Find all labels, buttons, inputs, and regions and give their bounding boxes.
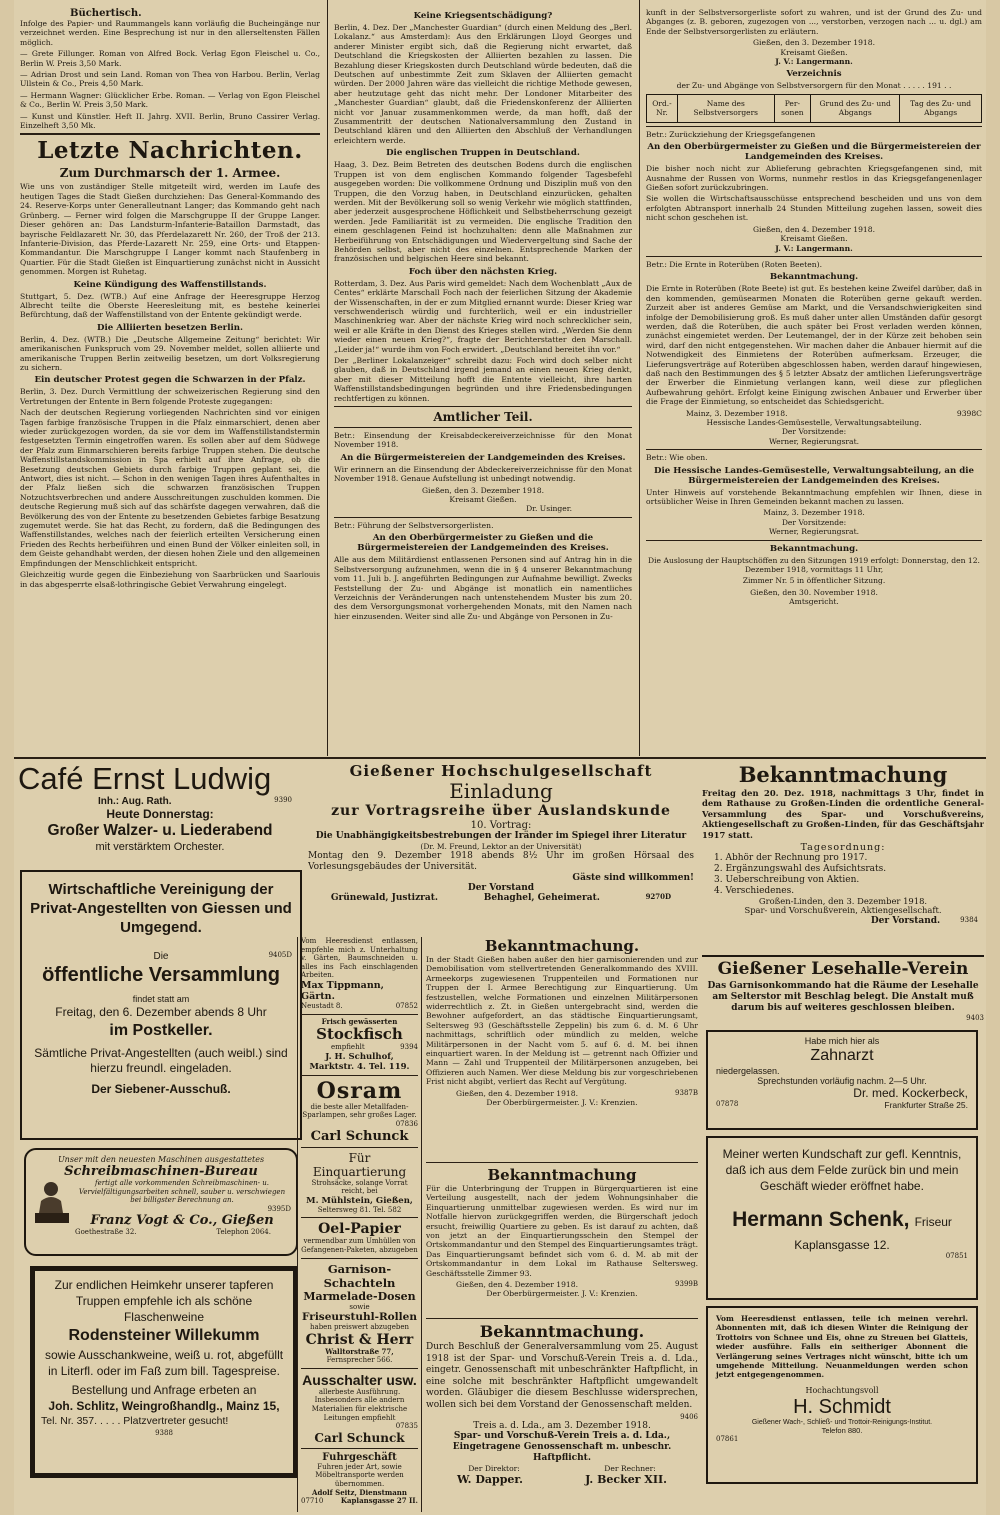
article-paragraph: Der „Berliner Lokalanzeiger“ schreibt dazu: Foch wird doch selber nicht glauben, daß in Deutschland irgend jemand an einen neuen Krieg denkt, aber mit dieser Mitteilung hofft die Entente vielleicht, ihre harten Waffenstillstandsbedingungen begründen und ihre Friedensbedingungen rechtfertigen zu können. xyxy=(334,356,632,403)
wv-invite: Sämtliche Privat-Angestellten (auch weibl.) sind hierzu freundl. eingeladen. xyxy=(34,1046,288,1075)
agenda-item: 4. Verschiedenes. xyxy=(714,886,795,897)
article-paragraph: Nach der deutschen Regierung vorliegenden Nachrichten sind vor einigen Tagen farbige französische Truppen in die Pfalz einmarschiert, denen aber wieder zurückgezogen worden, da sie vor dem im Waffenstillstandstermin festgesetzten Termin eingetroffen waren. Es sollen aber auf dem Südwege der Pfalz zum Einmarschieren bereits farbige Truppen stehen. Die deutsche Waffenstillstandskommission in Spa erhielt auf ihre Anfrage, ob die Besetzung deutschen Gebiets durch farbige Truppen geplant sei, die Antwort, dies ist nicht. — Schon in den wenigen Tagen ihres Aufenthaltes in der Pfalz ließen sich die schwarzen französischen Truppen Notzuchtsverbrechen und andere Ausschreitungen zuschulden kommen. Die deutsche Regierung muß sich auf das schärfste dagegen verwahren, daß die Bevölkerung des von der Entente zu besetzenden Gebietes farbige Besatzung zugemutet werde. Sie hat das Recht, zu fordern, daß die Bedingungen des Waffenstillstandes, welches nach der feierlich erteilten Versicherung einen Frieden des Rechts herbeiführen und einen Bund der Völker einleiten soll, in dem Geiste gehandhabt werden, der diesen hohen Ziele und den allgemeinen Empfindungen der Menschlichkeit entspricht. xyxy=(20,408,320,568)
dentist-footer xyxy=(716,1100,968,1110)
notice-date: Gießen, den 4. Dezember 1918. xyxy=(752,224,875,234)
dentist-hours: Sprechstunden vorläufig nachm. 2—5 Uhr. xyxy=(757,1076,927,1086)
hg-board: Der Vorstand xyxy=(467,883,535,893)
ad-code: 9270D xyxy=(645,892,672,901)
wv-findet: findet statt am xyxy=(132,994,190,1004)
sm-footer xyxy=(31,1228,291,1237)
ad-code: 9399B xyxy=(675,1280,698,1289)
notice-office: Amtsgericht. xyxy=(789,597,839,607)
divider xyxy=(301,1448,418,1449)
divider xyxy=(301,1217,418,1218)
schenk-job: Friseur xyxy=(914,1215,952,1229)
table-header: Tag des Zu- und Abgangs xyxy=(900,94,982,122)
dentist-address: Frankfurter Straße 25. xyxy=(884,1100,968,1110)
notice-subject: Betr.: Einsendung der Kreisabdeckereiverzeichnisse für den Monat November 1918. xyxy=(334,431,632,450)
notice-date: Gießen, den 4. Dezember 1918. xyxy=(456,1088,579,1098)
latest-news-heading: Letzte Nachrichten. xyxy=(37,137,303,165)
gardener-text: Vom Heeresdienst entlassen, empfehle mich z. Unterhaltung v. Gärten, Baumschneiden u. alles ins Fach einschlagenden Arbeiten. xyxy=(301,937,418,980)
notice-truppen xyxy=(426,1166,698,1314)
notice-date: Gießen, den 30. November 1918. xyxy=(750,587,878,597)
notice-subject: Betr.: Zurückziehung der Kriegsgefangenen xyxy=(646,129,816,139)
divider xyxy=(301,1014,418,1015)
divider xyxy=(334,427,632,428)
switch-firm: Carl Schunck xyxy=(314,1430,405,1445)
boxes-text: haben preiswert abzugeben xyxy=(310,1323,409,1332)
notice-heading: Bekanntmachung. xyxy=(479,1322,645,1341)
notice-subject: Betr.: Führung der Selbstversorgerlisten. xyxy=(334,520,494,530)
divider xyxy=(301,1075,418,1076)
ad-code: 07861 xyxy=(716,1434,739,1443)
article-heading: Die Alliierten besetzen Berlin. xyxy=(97,322,243,333)
dentist-intro: Habe mich hier als xyxy=(804,1036,880,1046)
haulage-title: Fuhrgeschäft xyxy=(322,1451,397,1463)
notice-heading: Bekanntmachung. xyxy=(484,937,640,955)
fish-title: Stockfisch xyxy=(316,1025,403,1044)
article-paragraph: Haag, 3. Dez. Beim Betreten des deutschen Bodens durch die englischen Truppen ist von dem englischen Kommando folgender Tagesbefehl ausgegeben worden: Die vollkommene Ordnung und Disziplin muß von den Truppen, die den Vorzug haben, in Deutschland einzurücken, gehalten werden. Mit der Bevölkerung soll so wenig Verkehr wie möglich stattfinden, aber jederzeit ausgesprochene Höflichkeit und Selbstbeherrschung gezeigt werden. Jede Familiarität ist zu vermeiden. Die englische Tradition den einem geschlagenen Feind ist hochzuhalten: denn alle Maßnahmen zur Herbeiführung von Entschädigungen und Wiedervergeltung sind Sache der Behörden selbst, aber nicht des einzelnen. Entsprechende Marken der französischen und belgischen Heere sind bekannt. xyxy=(334,160,632,264)
notice-einquartierung xyxy=(426,937,698,1159)
rw-product: Rodensteiner Willekumm xyxy=(68,1327,260,1344)
notice-signatures xyxy=(426,1473,698,1486)
agenda-item: 1. Abhör der Rechnung pro 1917. xyxy=(714,853,868,864)
notice-signature: J. V.: Langermann. xyxy=(775,243,853,253)
fish-address: Marktstr. 4. Tel. 119. xyxy=(309,1061,410,1072)
ad-code: 07836 xyxy=(395,1119,418,1128)
schenk-name-row xyxy=(716,1208,968,1232)
sm-body xyxy=(31,1179,291,1228)
agenda-item: 3. Ueberschreibung von Aktien. xyxy=(714,875,860,886)
schmidt-institute: Gießener Wach-, Schließ- und Trottoir-Reinigungs-Institut. xyxy=(751,1418,933,1426)
ad-code: 07852 xyxy=(395,1001,418,1010)
hg-speaker: (Dr. M. Freund, Lektor an der Universität) xyxy=(420,842,582,851)
notice-recipient: An den Oberbürgermeister zu Gießen und die Bürgermeistereien der Landgemeinden des Kreises. xyxy=(357,533,609,554)
article-heading: Ein deutscher Protest gegen die Schwarzen in der Pfalz. xyxy=(34,375,306,386)
ad-code: 9403 xyxy=(966,1014,984,1022)
fish-recommend: empfiehlt xyxy=(331,1043,365,1052)
wv-date: Freitag, den 6. Dezember abends 8 Uhr xyxy=(55,1005,267,1019)
notice-firm: Spar- und Vorschuß-Verein Treis a. d. Lda., Eingetragene Genossenschaft m. unbeschr. Haftpflicht. xyxy=(452,1431,672,1463)
notice-footer xyxy=(426,1089,698,1098)
notice-signature: Werner, Regierungsrat. xyxy=(768,527,860,537)
boxes-address: Walltorstraße 77, xyxy=(325,1346,394,1356)
ad-code: 9406 xyxy=(680,1413,698,1421)
divider xyxy=(646,540,982,541)
notice-office: Kreisamt Gießen. xyxy=(780,234,848,244)
notice-date: Großen-Linden, den 3. Dezember 1918. xyxy=(758,896,928,907)
cafe-owner: Inh.: Aug. Rath. xyxy=(98,796,172,807)
divider xyxy=(646,256,982,257)
ad-code: 07851 xyxy=(945,1252,968,1260)
ad-code: 9395D xyxy=(267,1204,291,1213)
dentist-title: Zahnarzt xyxy=(810,1047,874,1064)
divider xyxy=(334,406,632,407)
quarters-firm: M. Mühlstein, Gießen, xyxy=(306,1195,413,1206)
ad-code: 9390 xyxy=(274,796,292,804)
rw-intro: Zur endlichen Heimkehr unserer tapferen Truppen empfehle ich als schöne Flaschenweine xyxy=(54,1278,274,1324)
notice-signature: Dr. Usinger. xyxy=(526,504,572,514)
notice-heading: Bekanntmachung. xyxy=(769,543,859,554)
book-entry: — Grete Fillunger. Roman von Alfred Bock. Verlag Egon Fleischel u. Co., Berlin W. Preis 3,50 Mark. xyxy=(20,49,320,68)
notice-text: Die Ernte in Roterüben (Rote Beete) ist gut. Es bestehen keine Zweifel darüber, daß in den kommenden, gemüsearmen Monaten die Roterüben gerne gekauft werden. Zurzeit aber ist anderes Gemüse am Markt, und die Versandschwierigkeiten sind infolge der Demobilisierung groß. Es muß daher unter allen Umständen dafür gesorgt werden, daß die Roterüben, die auch später bei Frost verladen werden können, zunächst eingemietet werden. Der Leutemangel, der in der Kürze zeit behoben sein wird, darf den nicht entgegenstehen. Wir machen daher die Anbauer hiermit auf die Notwendigkeit des Einmietens der Roterüben aufmerksam. Erzeuger, die Lieferungsverträge auf Roterüben abgeschlossen haben, werden darauf hingewiesen, daß nach den Bestimmungen des § 5 letzter Absatz der amtlichen Lieferungsverträge der Erwerber die Einmietung verlangen kann, weil diese zur pfleglichen Aufbewahrung gehört. Erfolgt keine Einigung zwischen Anbauer und Erwerber über die Frage der Einmietung, so entscheidet das Schiedsgericht. xyxy=(646,284,982,407)
rw-address: Joh. Schlitz, Weingroßhandlg., Mainz 15, xyxy=(48,1399,280,1413)
notice-text: Zimmer Nr. 5 in öffentlicher Sitzung. xyxy=(742,576,886,586)
article-paragraph: Berlin, 4. Dez. (WTB.) Die „Deutsche Allgemeine Zeitung“ berichtet: Wir amerikanischen Funkspruch vom 29. November meldet, sollen alliierte und amerikanische Truppen Berlin zeitweilig besetzen, um dort Volksregierung zu sichern. xyxy=(20,334,320,372)
hg-guests: Gäste sind willkommen! xyxy=(572,873,694,883)
osram-text: die beste aller Metallfaden-Sparlampen, sehr großes Lager. xyxy=(302,1102,417,1120)
ad-hochschulgesellschaft xyxy=(308,762,694,934)
notice-office: Kreisamt Gießen. xyxy=(780,47,848,57)
notice-text: Freitag den 20. Dez. 1918, nachmittags 3 Uhr, findet in dem Rathause zu Großen-Linden die ordentliche General-Versammlung des Spar- und Vorschußvereins, Aktiengesellschaft zu Großen-Linden, für das Geschäftsjahr 1917 statt. xyxy=(702,788,984,840)
notice-heading: Bekanntmachung xyxy=(487,1166,637,1184)
notice-heading: Bekanntmachung. xyxy=(769,272,859,283)
hg-signature: Behaghel, Geheimerat. xyxy=(483,893,600,903)
notice-date: Mainz, 3. Dezember 1918. xyxy=(763,508,865,518)
notice-date: Mainz, 3. Dezember 1918. xyxy=(686,408,788,418)
table-header: Per-sonen xyxy=(774,94,810,122)
haulage-text: Fuhren jeder Art, sowie Möbeltransporte werden übernommen. xyxy=(315,1462,404,1489)
notice-footer xyxy=(426,1280,698,1289)
notice-signature: Werner, Regierungsrat. xyxy=(768,436,860,446)
fish-intro: Frisch gewässerten xyxy=(321,1016,398,1026)
hg-series: zur Vortragsreihe über Auslandskunde xyxy=(331,803,671,819)
table-header: Ord.-Nr. xyxy=(647,94,678,122)
notice-firm: Spar- und Vorschußverein, Aktiengesellschaft. xyxy=(744,905,942,916)
ad-code: 07878 xyxy=(716,1100,739,1108)
book-intro: Infolge des Papier- und Raummangels kann vorläufig die Bucheingänge nur verzeichnet werden. Eine Besprechung ist nur in den allerseltensten Fällen möglich. xyxy=(20,19,320,47)
rw-order: Bestellung und Anfrage erbeten an xyxy=(71,1383,257,1397)
ad-hermann-schenk xyxy=(706,1136,978,1300)
notice-office: Hessische Landes-Gemüsestelle, Verwaltungsabteilung. xyxy=(706,418,922,427)
wv-place: im Postkeller. xyxy=(109,1022,213,1039)
notice-text: Unter Hinweis auf vorstehende Bekanntmachung empfehlen wir Ihnen, diese in ortsüblicher Weise in Ihren Gemeinden bekannt machen zu lassen. xyxy=(646,487,982,507)
ad-code: 9388 xyxy=(155,1429,173,1437)
divider xyxy=(646,449,982,450)
article-paragraph: Rotterdam, 3. Dez. Aus Paris wird gemeldet: Nach dem Wochenblatt „Aux de Centes“ erklärte Marschall Foch nach der feierlichen Sitzung der Akademie der Wissenschaften, in der er zum Mitglied ernannt wurde: Dieser Krieg war verschwenderisch würdig und furchterlich, weil er ein industrieller Maschinenkrieg war. Aber der nächste Krieg wird noch schrecklicher sein, weil er alle Kräfte in den Dienst des Krieges stellen wird. „Werden Sie denn wieder einen neuen Krieg?“, fragte der Berichterstatter den Marschall. „Leider ja!“ wurde ihm von Foch erwidert. „Deutschland bereitet ihn vor.“ xyxy=(334,278,632,354)
notice-office: Kreisamt Gießen. xyxy=(449,495,517,505)
notice-signature-labels xyxy=(426,1464,698,1473)
register-subheading: der Zu- und Abgänge von Selbstversorgern für den Monat . . . . . 191 . . xyxy=(676,81,952,91)
osram-title: Osram xyxy=(316,1077,403,1104)
ad-cafe-ernst-ludwig xyxy=(18,762,302,862)
notice-date: Gießen, den 3. Dezember 1918. xyxy=(752,38,875,48)
wv-die-row xyxy=(30,951,292,962)
notice-text: In der Stadt Gießen haben außer den hier garnisonierenden und zur Demobilisation vom stellvertretenden Generalkommando des XVIII. Armeekorps zugewiesenen Truppenteilen und Formationen nur Truppen der I. Armee Berechtigung zur Einquartierung. Um festzustellen, welche Formationen und einzelnen Militärpersonen widerrechtlich z. Zt. in Gießen untergebracht sind, werden die Bewohner aufgefordert, an das städtische Einquartierungsamt, Seltersweg 93 (Geschäftsstelle Zeppelin) bis zum 6. d. M. 6 Uhr nachmittags, schriftlich oder mündlich zu melden, welche Militärpersonen in der Nacht vom 5. auf 6. d. M. bei ihnen einquartiert waren. In der Meldung ist — getrennt nach Offizier und Mann — Zahl und Truppenteil der Militärpersonen anzugeben, bei Offizieren auch Namen. Wer diese Meldung bis zur vorgeschriebenen Frist nicht abgibt, verliert das Recht auf Vergütung. xyxy=(426,955,698,1087)
newspaper-page xyxy=(14,0,986,1515)
ad-code: 9405D xyxy=(268,951,292,959)
gardener-name: Max Tippmann, Gärtn. xyxy=(301,979,384,1002)
boxes-rolls: Friseurstuhl-Rollen xyxy=(302,1311,417,1324)
notice-recipient: Die Hessische Landes-Gemüsestelle, Verwaltungsabteilung, an die Bürgermeistereien der Landgemeinden des Kreises. xyxy=(654,465,974,486)
haulage-footer xyxy=(301,1497,418,1506)
article-paragraph: Wie uns von zuständiger Stelle mitgeteilt wird, werden im Laufe des heutigen Tages die Stadt Gießen durchziehen: Das General-Kommando des 24. Reserve-Korps unter Generalleutnant Langer; das Kommando geht nach Grünberg. — Ferner wird folgen die Marschgruppe II der Gruppe Langer. Dieser gehören an: Das Landsturm-Infanterie-Bataillon Darmstadt, das bayrische Feldlazarett Nr. 30, das Pferdelazarett Nr. 260, der Troß der 213. Infanterie-Division, das Pferde-Lazarett Nr. 259, eine Orts- und Etappen-Kommandantur. Die Marschgruppe I Langer kommt nach Staufenberg in Quartier. Für die Stadt Gießen ist Einquartierung zunächst nicht in Aussicht genommen. Morgen ist Ruhetag. xyxy=(20,182,320,277)
notice-chair: Der Vorsitzende: xyxy=(781,517,847,527)
schmidt-name: H. Schmidt xyxy=(793,1395,891,1418)
column-2 xyxy=(334,8,632,753)
ad-code: 9387B xyxy=(675,1088,698,1097)
divider xyxy=(426,1318,698,1319)
column-rule xyxy=(639,0,640,756)
agenda-item: 2. Ergänzungswahl des Aufsichtsrats. xyxy=(714,864,887,875)
book-entry: — Kunst und Künstler. Heft II. Jahrg. XVII. Berlin, Bruno Cassirer Verlag. Einzelheft 3,50 Mk. xyxy=(20,111,320,131)
lesehalle-title: Gießener Lesehalle-Verein xyxy=(717,959,969,979)
hg-when: Montag den 9. Dezember 1918 abends 8½ Uhr im großen Hörsaal des Vorlesungsgebäudes der Universität. xyxy=(308,851,694,872)
ad-code: 07835 xyxy=(395,1422,418,1431)
book-heading: Büchertisch. xyxy=(70,8,142,19)
schmidt-greeting: Hochachtungsvoll xyxy=(805,1385,879,1395)
fish-row xyxy=(301,1043,418,1052)
hg-einladung: Einladung xyxy=(449,779,553,803)
ad-schreibmaschinen-bureau xyxy=(24,1148,298,1256)
ad-code: 07710 xyxy=(301,1497,324,1506)
quarters-text: Strohsäcke, solange Vorrat reicht, bei xyxy=(311,1178,408,1196)
ad-code: 9394 xyxy=(400,1043,418,1052)
article-paragraph: Gleichzeitig wurde gegen die Einbeziehung von Saarbrücken und Saarlouis in das abgesperrte elsaß-lothringische Gebiet Verwahrung eingelegt. xyxy=(20,570,320,589)
notice-signature: J. Becker XII. xyxy=(585,1473,667,1487)
divider xyxy=(301,1368,418,1369)
cafe-owner-row xyxy=(18,796,302,807)
gardener-address: Neustadt 8. xyxy=(301,1001,343,1010)
divider xyxy=(426,1162,698,1163)
boxes-sub: Marmelade-Dosen xyxy=(303,1289,416,1303)
schmidt-telephone: Telefon 880. xyxy=(821,1425,863,1435)
dentist-name: Dr. med. Kockerbeck, xyxy=(853,1086,968,1100)
boxes-sowie: sowie xyxy=(349,1302,370,1311)
sm-address: Goethestraße 32. xyxy=(75,1228,137,1237)
article-paragraph: Berlin, 4. Dez. Der „Manchester Guardian“ (durch einen Meldung des „Berl. Lokalanz.“ aus Amsterdam): Aus den Erklärungen Lloyd Georges und anderer Minister ergibt sich, daß die Regierung nicht erwartet, daß Deutschland die Kriegskosten der Alliierten bezahlen zu lassen. Die Bezahlung dieser Kriegskosten durch Deutschland würde bedeuten, daß die Deutschen auf unbestimmte Zeit zum Sklaven der Alliierten gemacht würden. Der 2000 Jahren wäre das vielleicht die richtige Methode gewesen, aber heutzutage geht das nicht mehr. Der Londoner Mitarbeiter des „Manchester Guardian“ glaubt, daß die Friedenskonferenz der Alliierten nicht vor Januar zusammenkommen werde, da man hofft, daß der Zusammentritt der deutschen Nationalversammlung den Zustand in Deutschland klären und den Alliierten den Abschluß der Verhandlungen erleichtern werde. xyxy=(334,23,632,145)
notice-recipient: An die Bürgermeistereien der Landgemeinden des Kreises. xyxy=(340,452,626,463)
notice-signature: W. Dapper. xyxy=(457,1473,523,1487)
wv-meeting: öffentliche Versammlung xyxy=(42,964,280,986)
notice-text: Durch Beschluß der Generalversammlung vom 25. August 1918 ist der Spar- und Vorschuß-Verein Treis a. d. Lda., eingetr. Genossenschaft mit unbeschränkter Haftpflicht, in eine solche mit beschränkter Haftpflicht umgewandelt worden. Gläubiger die diesem Beschlusse widersprechen, wollen sich bei dem Vorstand der Genossenschaft melden. xyxy=(426,1342,698,1410)
cafe-event: Großer Walzer- u. Liederabend xyxy=(47,822,273,839)
hg-lecture-number: 10. Vortrag: xyxy=(470,820,532,831)
book-entry: — Hermann Wagner: Glücklicher Erbe. Roman. — Verlag von Egon Fleischel & Co., Berlin W. Preis 3,50 Mark. xyxy=(20,90,320,110)
article-paragraph: Stuttgart, 5. Dez. (WTB.) Auf eine Anfrage der Heeresgruppe Herzog Albrecht teilte die Oberste Heeresleitung mit, es bestehe keinerlei Befürchtung, daß der Waffenstillstand von der Entente gekündigt werde. xyxy=(20,291,320,320)
notice-date: Treis a. d. Lda., am 3. Dezember 1918. xyxy=(473,1420,651,1431)
sm-title: Schreibmaschinen-Bureau xyxy=(64,1164,258,1179)
notice-text: Die bisher noch nicht zur Ablieferung gebrachten Kriegsgefangenen sind, mit Ausnahme der Russen von Worms, nunmehr restlos in das Kriegsgefangenenlager Gießen sofort zurückzubringen. xyxy=(646,164,982,193)
divider xyxy=(20,133,320,135)
article-heading: Foch über den nächsten Krieg. xyxy=(408,266,558,277)
dentist-sub: niedergelassen. xyxy=(716,1066,780,1076)
notice-spar-verein xyxy=(426,1322,698,1512)
article-heading: Keine Kündigung des Waffenstillstands. xyxy=(73,279,267,290)
wv-title: Wirtschaftliche Vereinigung der Privat-Angestellten von Giessen und Umgegend. xyxy=(30,881,292,936)
notice-recipient: An den Oberbürgermeister zu Gießen und die Bürgermeistereien der Landgemeinden des Kreises. xyxy=(647,142,981,163)
rw-description: sowie Ausschankweine, weiß u. rot, abgefüllt in Literfl. oder im Faß zum bill. Tagespreise. xyxy=(44,1348,284,1378)
hg-signatures xyxy=(308,893,694,903)
lesehalle-text: Das Garnisonkommando hat die Räume der Lesehalle am Selterstor mit Beschlag belegt. Die Anstalt muß darum bis auf weiteres geschlossen bleiben. xyxy=(707,981,979,1013)
schmidt-text: Vom Heeresdienst entlassen, teile ich meinen verehrl. Abonnenten mit, daß ich diesen Winter die Reinigung der Trottoirs von Schnee und Eis, ohne zu Streuen bei Glatteis, wieder ausführe. Falls ein seitheriger Abonnent die Verlängerung seines Vertrages nicht wünscht, bitte ich um umgehende Mitteilung. Neuanmeldungen werden schon jetzt entgegengenommen. xyxy=(716,1314,968,1380)
notice-date: Gießen, den 4. Dezember 1918. xyxy=(456,1280,579,1290)
column-rule xyxy=(327,0,328,756)
boxes-title: Garnison-Schachteln xyxy=(323,1261,396,1290)
notice-date: Gießen, den 3. Dezember 1918. xyxy=(421,485,544,495)
oilpaper-text: vermendbar zum Umhüllen von Gefangenen-Paketen, abzugeben xyxy=(301,1237,418,1254)
register-table xyxy=(646,94,982,123)
cafe-orchestra: mit verstärktem Orchester. xyxy=(95,841,225,853)
divider xyxy=(646,126,982,127)
notice-chair: Der Vorsitzende: xyxy=(781,427,847,437)
hg-signature: Grünewald, Justizrat. xyxy=(330,893,439,903)
switch-text: allerbeste Ausführung. Insbesonders alle andern Materialien für elektrische Leitungen empfiehlt xyxy=(311,1387,408,1422)
notice-footer xyxy=(646,409,982,418)
notice-heading: Bekanntmachung xyxy=(738,762,948,787)
quarters-title: Für Einquartierung xyxy=(312,1150,407,1179)
table-header: Grund des Zu- und Abgangs xyxy=(811,94,900,122)
boxes-firm: Christ & Herr xyxy=(305,1331,414,1348)
official-section-heading: Amtlicher Teil. xyxy=(433,410,533,425)
osram-firm: Carl Schunck xyxy=(310,1128,409,1144)
woman-at-typewriter-icon xyxy=(31,1179,73,1227)
article-heading: Keine Kriegsentschädigung? xyxy=(413,11,553,21)
switch-title: Ausschalter usw. xyxy=(302,1371,417,1388)
ad-code: 9384 xyxy=(960,915,978,924)
section-rule xyxy=(14,757,986,759)
ad-lesehalle xyxy=(702,955,984,1027)
notice-signature-label: Der Direktor: xyxy=(468,1464,520,1473)
latest-news-subheading: Zum Durchmarsch der 1. Armee. xyxy=(59,166,281,181)
ad-wirtschaftliche-vereinigung xyxy=(20,870,302,1140)
notice-footer xyxy=(702,916,984,926)
notice-text: Wir erinnern an die Einsendung der Abdeckereiverzeichnisse für den Monat November 1918. Genaue Aufstellung ist unbedingt notwendig. xyxy=(334,464,632,484)
schenk-text: Meiner werten Kundschaft zur gefl. Kenntnis, daß ich aus dem Felde zurück bin und mein Geschäft wieder eröffnet habe. xyxy=(722,1147,962,1193)
schenk-name: Hermann Schenk, xyxy=(732,1208,910,1231)
hg-title: Gießener Hochschulgesellschaft xyxy=(349,762,653,780)
notice-signature-label: Der Rechner: xyxy=(604,1464,656,1473)
oilpaper-title: Oel-Papier xyxy=(318,1221,401,1238)
notice-text: Für die Unterbringung der Truppen in Bürgerquartieren ist eine Verteilung ausgestellt, nach der jedem Wohnungsinhaber die Einquartierung unmittelbar zugewiesen werden. Es wird nur im Notfalle hiervon zurückgegriffen werden, die Bürgerschaft jedoch ersucht, freiwillig Quartiere zu geben. Es ist darauf zu achten, daß von jetzt an der Einquartierungsschein den Stempel der Ortskommandantur und den Stempel des Einquartierungsamtes trägt. Das Einquartierungsamt befindet sich vom 6. d. M. ab mit der Ortskommandantur in dem Lokal im Rathause Seltersweg. Geschäftsstelle Zimmer 93. xyxy=(426,1184,698,1278)
gardener-footer xyxy=(301,1002,418,1011)
divider xyxy=(301,1258,418,1259)
sm-firm: Franz Vogt & Co., Gießen xyxy=(90,1213,274,1229)
sm-intro: Unser mit den neuesten Maschinen ausgestattetes xyxy=(57,1155,265,1164)
column-3 xyxy=(646,8,982,753)
haulage-name: Adolf Seitz, Dienstmann xyxy=(312,1487,407,1497)
small-ads-column xyxy=(297,937,422,1512)
hg-topic: Die Unabhängigkeitsbestrebungen der Iränder im Spiegel ihrer Literatur xyxy=(315,831,687,841)
notice-subject: Betr.: Wie oben. xyxy=(646,453,708,463)
register-heading: Verzeichnis xyxy=(786,69,842,80)
article-paragraph: Berlin, 3. Dez. Durch Vermittlung der schweizerischen Regierung sind den Vertretungen der Entente in Bern folgende Proteste zugegangen: xyxy=(20,387,320,406)
notice-signature: Der Oberbürgermeister. J. V.: Krenzien. xyxy=(486,1098,638,1108)
table-header: Name des Selbstversorgers xyxy=(677,94,774,122)
boxes-telephone: Fernsprecher 566. xyxy=(326,1356,393,1365)
ad-rodensteiner-willekumm xyxy=(30,1266,298,1478)
divider xyxy=(301,1147,418,1148)
notice-signature: J. V.: Langermann. xyxy=(775,57,853,67)
notice-text: Sie wollen die Wirtschaftsausschüsse entsprechend bescheiden und uns von dem erfolgten Abtransport innerhalb 24 Stunden Mitteilung zugehen lassen, soweit dies nicht schon geschehen ist. xyxy=(646,194,982,223)
ad-h-schmidt xyxy=(706,1306,978,1484)
notice-grossen-linden xyxy=(702,762,984,950)
divider xyxy=(334,517,632,518)
notice-text: Alle aus dem Militärdienst entlassenen Personen sind auf Antrag hin in die Selbstversorgung aufzunehmen, wenn die in § 4 unserer Bekanntmachung vom 11. Juli b. J. angeführten Bedingungen zur Aufnahme bewilligt. Zwecks Feststellung der Zu- und Abgänge ist monatlich ein namentliches Verzeichnis der Veränderungen nach untenstehendem Muster bis zum 20. des dem Versorgungsmonat vorhergehenden Monats, mit den Namen nach hier einzusenden. Weiter sind alle Zu- und Abgänge von Personen in Zu- xyxy=(334,555,632,621)
quarters-address: Seltersweg 81. Tel. 582 xyxy=(317,1205,402,1214)
sm-telephone: Telephon 2064. xyxy=(216,1228,271,1237)
book-entry: — Adrian Drost und sein Land. Roman von Thea von Harbou. Berlin, Verlag Ullstein & Co., Preis 4,50 Mark. xyxy=(20,70,320,89)
cafe-name: Café Ernst Ludwig xyxy=(18,762,272,796)
haulage-address: Kaplansgasse 27 II. xyxy=(340,1496,418,1506)
column-1 xyxy=(20,8,320,753)
rw-telephone: Tel. Nr. 357. . . . . Platzvertreter gesucht! xyxy=(41,1415,229,1427)
sm-text: fertigt alle vorkommenden Schreibmaschinen- u. Vervielfältigungsarbeiten schnell, sauber u. verschwiegen bei billigster Berechnung an. xyxy=(78,1179,286,1205)
notice-subject: Betr.: Die Ernte in Roterüben (Roten Beeten). xyxy=(646,259,822,269)
fish-firm: J. H. Schulhof, xyxy=(325,1051,394,1062)
notice-signature: Der Oberbürgermeister. J. V.: Krenzien. xyxy=(486,1289,638,1299)
notice-text: Die Auslosung der Hauptschöffen zu den Sitzungen 1919 erfolgt: Donnerstag, den 12. Dezember 1918, vormittags 11 Uhr, xyxy=(648,555,980,575)
schenk-address: Kaplansgasse 12. xyxy=(794,1238,890,1252)
ad-zahnarzt xyxy=(706,1030,978,1130)
notice-text: kunft in der Selbstversorgerliste sofort zu wahren, und ist der Grund des Zu- und Abganges (z. B. geboren, zugezogen von ..., verstorben, verzogen nach ... u. dgl.) am Ende der Selbstversorgerlisten zu erläutern. xyxy=(646,8,982,36)
cafe-today: Heute Donnerstag: xyxy=(106,807,214,821)
notice-code: 9398C xyxy=(956,408,982,418)
agenda-heading: Tagesordnung: xyxy=(800,842,886,854)
notice-signature: Der Vorstand. xyxy=(870,915,941,926)
wv-signature: Der Siebener-Ausschuß. xyxy=(91,1082,231,1096)
article-heading: Die englischen Truppen in Deutschland. xyxy=(386,148,580,159)
wv-die: Die xyxy=(153,951,169,962)
